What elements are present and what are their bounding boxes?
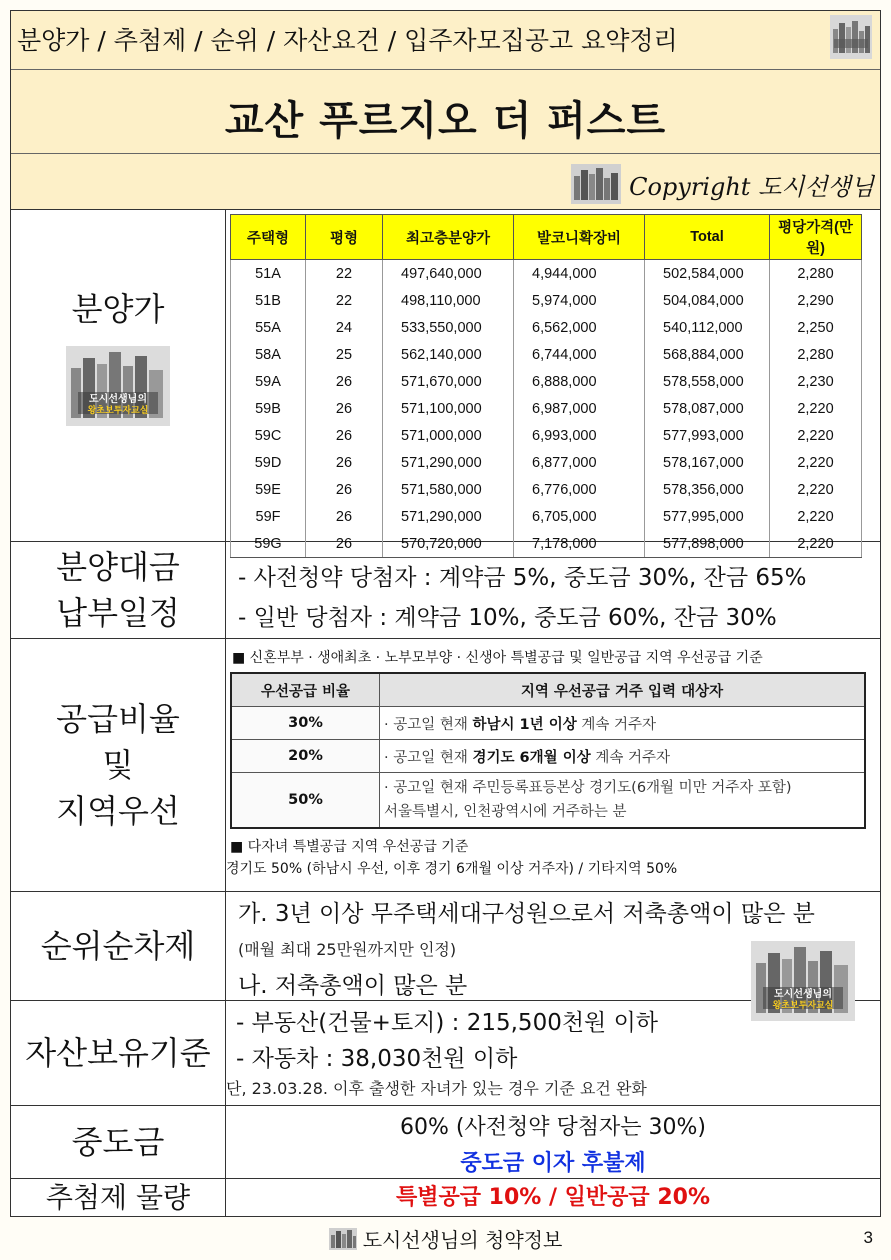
table-row [231, 476, 862, 503]
rank-label: 순위순차제 [40, 927, 196, 965]
col-header: 발코니확장비 [514, 215, 645, 260]
table-cell: 22 [306, 260, 383, 288]
price-label: 분양가 [71, 289, 165, 328]
price-body [226, 210, 880, 552]
rank-row [11, 892, 880, 1001]
rank-line-2: (매월 최대 25만원까지만 인정) [238, 940, 457, 959]
supply-label-line3: 지역우선 [56, 792, 180, 830]
table-cell: 2,220 [770, 395, 862, 422]
table-cell: 568,884,000 [645, 341, 770, 368]
header-divider [11, 69, 880, 70]
supply-row [11, 639, 880, 892]
header-divider-2 [11, 153, 880, 154]
lottery-text: 특별공급 10% / 일반공급 20% [395, 1185, 710, 1210]
payment-label-cell [11, 542, 226, 638]
supply-body [226, 639, 880, 891]
table-cell: 577,993,000 [645, 422, 770, 449]
interim-label: 중도금 [71, 1123, 165, 1161]
payment-row [11, 542, 880, 639]
desc-bold: 하남시 1년 이상 [472, 716, 577, 733]
interim-body [226, 1106, 880, 1182]
desc-text: · 공고일 현재 [384, 749, 473, 766]
price-row [11, 210, 880, 552]
desc-text: · 공고일 현재 주민등록표등본상 경기도(6개월 미만 거주자 포함) [384, 780, 792, 796]
table-cell: 571,290,000 [383, 503, 514, 530]
table-cell: 2,220 [770, 449, 862, 476]
table-cell: 571,580,000 [383, 476, 514, 503]
asset-line-1: - 부동산(건물+토지) : 215,500천원 이하 [236, 1010, 659, 1036]
city-stamp-icon [830, 15, 872, 59]
svg-text:도시선생님의: 도시선생님의 [774, 989, 832, 1000]
table-cell: 571,000,000 [383, 422, 514, 449]
copyright-text: Copyright 도시선생님 [629, 172, 874, 201]
priority-desc [380, 707, 866, 740]
city-stamp-icon [571, 164, 621, 204]
table-cell: 59G [231, 530, 306, 558]
col-header: 평당가격(만원) [770, 215, 862, 260]
interim-line-1: 60% (사전청약 당첨자는 30%) [400, 1115, 706, 1140]
table-cell: 26 [306, 395, 383, 422]
asset-row [11, 1001, 880, 1106]
table-cell: 22 [306, 287, 383, 314]
table-cell: 502,584,000 [645, 260, 770, 288]
table-cell: 2,290 [770, 287, 862, 314]
copyright-block [571, 164, 874, 204]
table-cell: 6,888,000 [514, 368, 645, 395]
table-cell: 6,562,000 [514, 314, 645, 341]
table-cell: 26 [306, 368, 383, 395]
table-row [231, 503, 862, 530]
priority-desc [380, 740, 866, 773]
city-stamp-icon [751, 941, 855, 1021]
desc-text: 서울특별시, 인천광역시에 거주하는 분 [384, 804, 627, 820]
table-cell: 571,290,000 [383, 449, 514, 476]
city-stamp-icon [66, 346, 170, 426]
table-row [231, 368, 862, 395]
table-cell: 26 [306, 449, 383, 476]
table-cell: 577,898,000 [645, 530, 770, 558]
priority-pct: 30% [231, 707, 380, 740]
table-row [231, 260, 862, 288]
top-title: 분양가 / 추첨제 / 순위 / 자산요건 / 입주자모집공고 요약정리 [17, 26, 678, 55]
table-cell: 571,100,000 [383, 395, 514, 422]
table-row [231, 707, 865, 740]
main-title: 교산 푸르지오 더 퍼스트 [224, 98, 667, 144]
table-cell: 58A [231, 341, 306, 368]
table-cell: 570,720,000 [383, 530, 514, 558]
priority-table [230, 672, 866, 829]
table-cell: 578,558,000 [645, 368, 770, 395]
col-header: Total [645, 215, 770, 260]
table-row [231, 773, 865, 829]
supply-note-1: ■ 신혼부부 · 생애최초 · 노부모부양 · 신생아 특별공급 및 일반공급 지역 우선공급 기준 [232, 650, 763, 666]
svg-text:왕초보투자교실: 왕초보투자교실 [87, 405, 149, 416]
priority-pct: 50% [231, 773, 380, 829]
payment-body [226, 542, 880, 654]
price-label-cell [11, 210, 226, 541]
table-cell: 59D [231, 449, 306, 476]
table-row [231, 422, 862, 449]
table-cell: 55A [231, 314, 306, 341]
table-cell: 5,974,000 [514, 287, 645, 314]
table-cell: 7,178,000 [514, 530, 645, 558]
table-cell: 2,250 [770, 314, 862, 341]
table-cell: 26 [306, 422, 383, 449]
table-cell: 571,670,000 [383, 368, 514, 395]
table-cell: 26 [306, 476, 383, 503]
table-cell: 26 [306, 503, 383, 530]
table-cell: 24 [306, 314, 383, 341]
priority-pct: 20% [231, 740, 380, 773]
supply-note-3: 경기도 50% (하남시 우선, 이후 경기 6개월 이상 거주자) / 기타지역 50% [226, 861, 678, 877]
table-cell: 51A [231, 260, 306, 288]
table-cell: 578,356,000 [645, 476, 770, 503]
table-cell: 2,280 [770, 260, 862, 288]
table-cell: 2,280 [770, 341, 862, 368]
table-cell: 51B [231, 287, 306, 314]
lottery-label-cell [11, 1179, 226, 1217]
table-row [231, 314, 862, 341]
table-cell: 6,993,000 [514, 422, 645, 449]
rank-line-1: 가. 3년 이상 무주택세대구성원으로서 저축총액이 많은 분 [238, 901, 815, 927]
col-header: 최고층분양가 [383, 215, 514, 260]
priority-desc [380, 773, 866, 829]
rank-label-cell [11, 892, 226, 1000]
table-cell: 59F [231, 503, 306, 530]
svg-text:왕초보투자교실: 왕초보투자교실 [772, 1001, 834, 1011]
table-cell: 504,084,000 [645, 287, 770, 314]
desc-text: 계속 거주자 [590, 749, 670, 766]
asset-line-2: - 자동차 : 38,030천원 이하 [236, 1046, 518, 1072]
footer [0, 1224, 891, 1253]
payment-line-2: - 일반 당첨자 : 계약금 10%, 중도금 60%, 잔금 30% [238, 605, 777, 631]
table-cell: 59B [231, 395, 306, 422]
table-cell: 2,220 [770, 503, 862, 530]
supply-note-2: ■ 다자녀 특별공급 지역 우선공급 기준 [230, 839, 469, 855]
price-table [230, 214, 862, 558]
payment-label-line2: 납부일정 [56, 594, 180, 632]
lottery-label: 추첨제 물량 [45, 1181, 191, 1214]
table-cell: 577,995,000 [645, 503, 770, 530]
table-cell: 562,140,000 [383, 341, 514, 368]
table-row [231, 740, 865, 773]
footer-text: 도시선생님의 청약정보 [362, 1228, 563, 1252]
asset-line-3: 단, 23.03.28. 이후 출생한 자녀가 있는 경우 기준 요건 완화 [226, 1079, 647, 1098]
table-cell: 533,550,000 [383, 314, 514, 341]
table-cell: 578,167,000 [645, 449, 770, 476]
table-row [231, 341, 862, 368]
desc-text: · 공고일 현재 [384, 716, 473, 733]
table-cell: 2,220 [770, 530, 862, 558]
price-table-header [231, 215, 862, 260]
supply-label-line1: 공급비율 [56, 700, 180, 738]
col-header: 주택형 [231, 215, 306, 260]
supply-label-cell [11, 639, 226, 891]
table-cell: 26 [306, 530, 383, 558]
interim-label-cell [11, 1106, 226, 1178]
asset-label: 자산보유기준 [25, 1034, 211, 1072]
table-cell: 25 [306, 341, 383, 368]
table-row [231, 449, 862, 476]
col-header: 우선공급 비율 [231, 673, 380, 707]
table-cell: 6,987,000 [514, 395, 645, 422]
supply-label-line2: 및 [102, 746, 134, 784]
table-cell: 59E [231, 476, 306, 503]
payment-label-line1: 분양대금 [56, 548, 180, 586]
table-cell: 59A [231, 368, 306, 395]
table-row [231, 395, 862, 422]
lottery-body [226, 1179, 880, 1217]
payment-line-1: - 사전청약 당첨자 : 계약금 5%, 중도금 30%, 잔금 65% [238, 565, 807, 591]
table-cell: 498,110,000 [383, 287, 514, 314]
document-frame [10, 10, 881, 1217]
asset-label-cell [11, 1001, 226, 1105]
table-cell: 2,220 [770, 422, 862, 449]
col-header: 지역 우선공급 거주 입력 대상자 [380, 673, 866, 707]
table-cell: 2,220 [770, 476, 862, 503]
table-cell: 6,744,000 [514, 341, 645, 368]
table-cell: 6,877,000 [514, 449, 645, 476]
city-stamp-icon [329, 1228, 357, 1250]
lottery-row [11, 1179, 880, 1217]
interim-line-2: 중도금 이자 후불제 [460, 1151, 646, 1176]
header [11, 11, 880, 210]
page-number: 3 [863, 1228, 873, 1247]
table-cell: 497,640,000 [383, 260, 514, 288]
priority-table-header [231, 673, 865, 707]
table-cell: 4,944,000 [514, 260, 645, 288]
interim-row [11, 1106, 880, 1179]
multi-child-note [226, 836, 678, 880]
svg-text:도시선생님의: 도시선생님의 [89, 393, 147, 405]
table-cell: 6,776,000 [514, 476, 645, 503]
desc-bold: 경기도 6개월 이상 [472, 749, 591, 766]
desc-text: 계속 거주자 [576, 716, 656, 733]
col-header: 평형 [306, 215, 383, 260]
table-cell: 59C [231, 422, 306, 449]
table-cell: 540,112,000 [645, 314, 770, 341]
table-cell: 2,230 [770, 368, 862, 395]
table-cell: 578,087,000 [645, 395, 770, 422]
rank-line-3: 나. 저축총액이 많은 분 [238, 973, 468, 999]
table-cell: 6,705,000 [514, 503, 645, 530]
table-row [231, 287, 862, 314]
